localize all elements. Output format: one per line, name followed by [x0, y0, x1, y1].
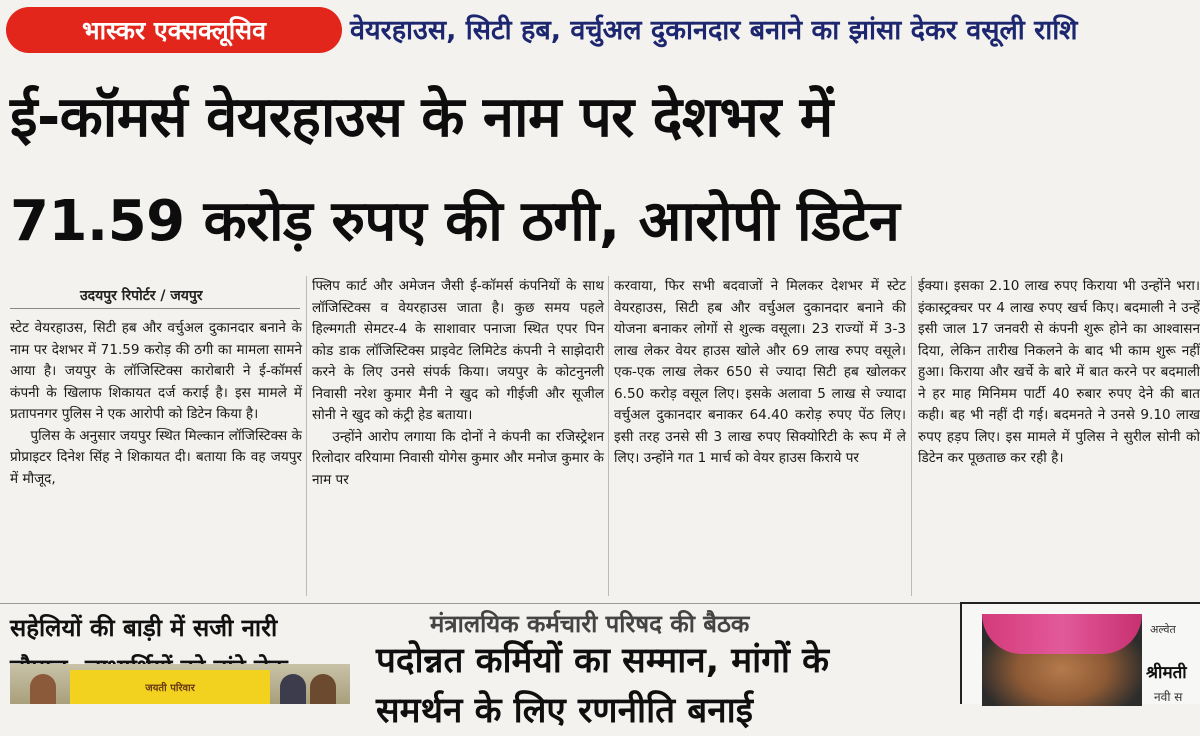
person-figure — [30, 674, 56, 704]
paragraph: उन्होंने आरोप लगाया कि दोनों ने कंपनी का रजिस्ट्रेशन रिलोदार वरियामा निवासी योगेस कुमार और मनोज कुमार के नाम पर — [312, 428, 604, 488]
top-bar — [0, 0, 1200, 62]
middle-story-kicker: मंत्रालयिक कर्मचारी परिषद की बैठक — [430, 610, 750, 638]
article-column-1 — [10, 318, 302, 598]
left-headline-line-1: सहेलियों की बाड़ी में सजी नारी — [10, 614, 278, 642]
paragraph: फ्लिप कार्ट और अमेजन जैसी ई-कॉमर्स कंपनियों के साथ लॉजिस्टिक्स व वेयरहाउस जाता है। कुछ समय पहले हिल्मगती सेमटर-4 के साशावार पनाजा स्थित एपर पिन कोड डाक लॉजिस्टिक्स प्राइवेट लिमिटेड कंपनी ने साझेदारी करने के लिए उनसे संपर्क किया। जयपुर के कोटनुनली निवासी नरेश कुमार मैनी ने खुद को गीईजी और सूजील सोनी ने खुद को कंट्री हेड बताया। — [312, 278, 604, 423]
scarf-shape — [982, 614, 1142, 654]
paragraph: पुलिस के अनुसार जयपुर स्थित मिल्कान लॉजिस्टिक्स के प्रोप्राइटर दिनेश सिंह ने शिकायत दी। बताया कि वह जयपुर में मौजूद, — [10, 427, 302, 487]
photo-banner: जयती परिवार — [70, 670, 270, 704]
article-column-2 — [312, 276, 604, 598]
portrait-photo — [982, 614, 1142, 706]
obituary-label: अल्वेत — [1150, 623, 1176, 636]
paragraph: ईक्या। इसका 2.10 लाख रुपए किराया भी उन्होंने भरा। इंकास्ट्रक्चर पर 4 लाख रुपए खर्च किए। बदमाली ने उन्हें इसी जाल 17 जनवरी से कंपनी शुरू होने का आश्वासन दिया, लेकिन तारीख निकलने के बाद भी काम शुरू नहीं हुआ। किराया और खर्चे के बारे में बात करने पर बदमाली ने हर माह मिनिमम पार्टी 40 रुबार रुपए देने की बात कही। बह भी नहीं दी गई। बदमनते ने उनसे 9.10 लाख रुपए हड़प लिए। इस मामले में पुलिस ने सुरील सोनी को डिटेन कर पूछताछ कर रही है। — [918, 278, 1200, 466]
headline-line-2: 71.59 करोड़ रुपए की ठगी, आरोपी डिटेन — [10, 189, 900, 254]
middle-story-headline — [376, 636, 956, 731]
paragraph: स्टेट वेयरहाउस, सिटी हब और वर्चुअल दुकानदार बनाने के नाम पर देशभर में 71.59 करोड़ की ठगी का मामला सामने आया है। जयपुर के लॉजिस्टिक्स कारोबारी ने ई-कॉमर्स कंपनी के खिलाफ शिकायत दर्ज कराई है। इस मामले में प्रतापनगर पुलिस ने एक आरोपी को डिटेन किया है। — [10, 320, 302, 422]
column-divider — [306, 276, 307, 596]
middle-headline-line-2: समर्थन के लिए रणनीति बनाई — [376, 691, 753, 731]
byline: उदयपुर रिपोर्टर / जयपुर — [80, 288, 203, 304]
byline-rule — [10, 308, 300, 309]
obituary-name: श्रीमती — [1146, 663, 1187, 683]
event-photo — [10, 664, 350, 704]
exclusive-badge: भास्कर एक्सक्लूसिव — [6, 7, 342, 53]
paragraph: करवाया, फिर सभी बदवाजों ने मिलकर देशभर में स्टेट वेयरहाउस, सिटी हब और वर्चुअल दुकानदार बनाने की योजना बनाकर लोगों से शुल्क वसूला। 23 राज्यों में 3-3 लाख लेकर वेयर हाउस खोले और 69 लाख रुपए वसूले। एक-एक लाख लेकर 650 से ज्यादा सिटी हब खोलकर 6.50 करोड़ वसूल लिए। इसके अलावा 5 लाख से ज्यादा वर्चुअल दुकानदार बनाकर 64.40 करोड़ रुपए पेंठ लिए। इसी तरह उनसे सी 3 लाख रुपए सिक्योरिटी के रूप में ले लिए। उन्होंने गत 1 मार्च को वेयर हाउस किराये पर — [614, 278, 906, 466]
kicker-line: वेयरहाउस, सिटी हब, वर्चुअल दुकानदार बनाने का झांसा देकर वसूली राशि — [350, 15, 1078, 46]
obituary-detail: नवी स — [1154, 690, 1183, 704]
column-divider — [608, 276, 609, 596]
person-figure — [310, 674, 336, 704]
column-divider — [911, 276, 912, 596]
middle-headline-line-1: पदोन्नत कर्मियों का सम्मान, मांगों के — [376, 641, 830, 681]
article-column-3 — [614, 276, 906, 598]
article-column-4 — [918, 276, 1200, 598]
obituary-box — [960, 602, 1200, 704]
person-figure — [280, 674, 306, 704]
headline-line-1: ई-कॉमर्स वेयरहाउस के नाम पर देशभर में — [10, 85, 833, 150]
